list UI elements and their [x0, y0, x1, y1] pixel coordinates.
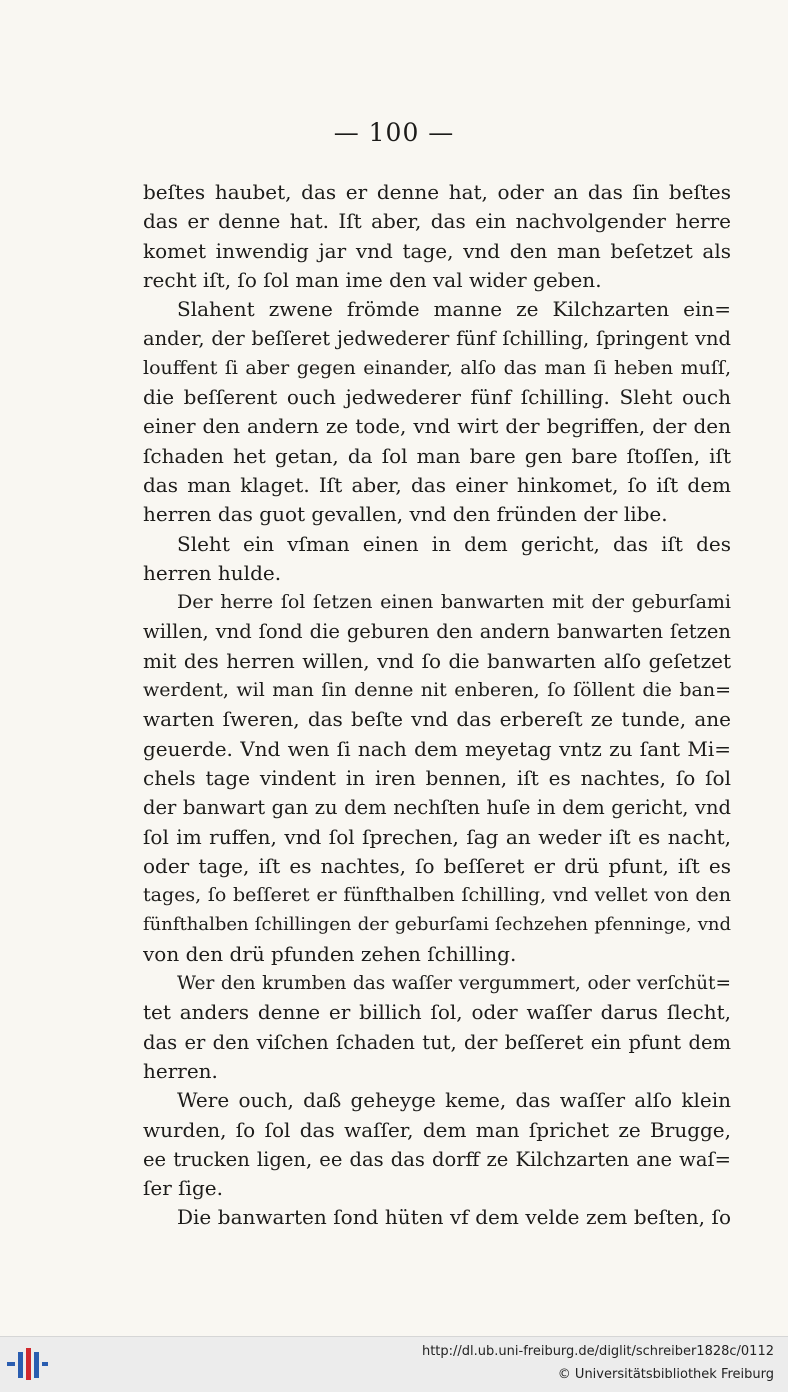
text-line: oder tage, iſt es nachtes, ſo beſſeret er drü pfunt, iſt es — [143, 853, 731, 878]
text-line: ſol im ruffen, vnd ſol ſprechen, ſag an weder iſt es nacht, — [143, 824, 731, 849]
text-line: warten ſweren, das beſte vnd das erbereſt ze tunde, ane — [143, 707, 731, 732]
text-line: einer den andern ze tode, vnd wirt der begriffen, der den — [143, 414, 731, 439]
text-line: tet anders denne er billich ſol, oder waſſer darus ſlecht, — [143, 1000, 731, 1025]
ub-freiburg-logo-icon[interactable] — [5, 1347, 49, 1381]
text-line: das er den viſchen ſchaden tut, der beſſeret ein pfunt dem — [143, 1030, 731, 1054]
text-line: das man klaget. Iſt aber, das einer hinkomet, ſo iſt dem — [143, 472, 731, 497]
copyright-text: © Universitätsbibliothek Freiburg — [557, 1367, 774, 1382]
text-line: das er denne hat. Iſt aber, das ein nachvolgender herre — [143, 209, 731, 234]
text-line: von den drü pfunden zehen ſchilling. — [143, 941, 517, 966]
text-line: herren das guot gevallen, vnd den fründen der libe. — [143, 502, 668, 527]
text-line: Die banwarten ſond hüten vf dem velde zem beſten, ſo — [177, 1205, 731, 1230]
text-line: wurden, ſo ſol das waſſer, dem man ſprichet ze Brugge, — [143, 1117, 731, 1142]
text-line: die beſſerent ouch jedwederer fünf ſchilling. Sleht ouch — [143, 385, 731, 410]
text-line: willen, vnd ſond die geburen den andern banwarten ſetzen — [143, 620, 731, 644]
text-line: Slahent zwene frömde manne ze Kilchzarten ein= — [177, 297, 731, 322]
text-line: herren. — [143, 1058, 218, 1083]
text-line: recht iſt, ſo ſol man ime den val wider geben. — [143, 267, 602, 292]
text-line: chels tage vindent in iren bennen, iſt es nachtes, ſo ſol — [143, 765, 731, 790]
text-line: Wer den krumben das waſſer vergummert, oder verſchüt= — [177, 973, 731, 995]
text-line: Were ouch, daß geheyge keme, das waſſer alſo klein — [177, 1088, 731, 1113]
viewer-footer — [0, 1336, 788, 1392]
text-line: werdent, wil man ſin denne nit enberen, ſo ſöllent die ban= — [143, 679, 731, 702]
text-line: komet inwendig jar vnd tage, vnd den man beſetzet als — [143, 238, 731, 263]
text-line: der banwart gan zu dem nechſten huſe in dem gericht, vnd — [143, 796, 731, 820]
text-line: ſer ſige. — [143, 1176, 223, 1201]
text-line: louffent ſi aber gegen einander, alſo das man ſi heben muſſ, — [143, 356, 731, 379]
text-line: fünfthalben ſchillingen der geburſami ſechzehen pfenninge, vnd — [143, 914, 731, 936]
page-number-header: — 100 — — [333, 118, 455, 147]
text-line: Der herre ſol ſetzen einen banwarten mit der geburſami — [177, 591, 731, 614]
text-line: tages, ſo beſſeret er fünfthalben ſchilling, vnd vellet von den — [143, 884, 731, 907]
text-line: ander, der beſſeret jedwederer fünf ſchilling, ſpringent vnd — [143, 327, 731, 351]
text-line: herren hulde. — [143, 560, 282, 585]
text-line: ſchaden het getan, da ſol man bare gen bare ſtoſſen, iſt — [143, 443, 731, 468]
text-line: ee trucken ligen, ee das das dorff ze Kilchzarten ane waſ= — [143, 1147, 731, 1171]
text-line: Sleht ein vſman einen in dem gericht, das iſt des — [177, 531, 731, 556]
source-url-link[interactable]: http://dl.ub.uni-freiburg.de/diglit/schreiber1828c/0112 — [421, 1344, 774, 1359]
text-line: beſtes haubet, das er denne hat, oder an das ſin beſtes — [143, 180, 731, 204]
text-line: mit des herren willen, vnd ſo die banwarten alſo geſetzet — [143, 648, 731, 673]
body-text — [143, 178, 731, 1233]
text-line: geuerde. Vnd wen ſi nach dem meyetag vntz zu ſant Mi= — [143, 736, 731, 761]
